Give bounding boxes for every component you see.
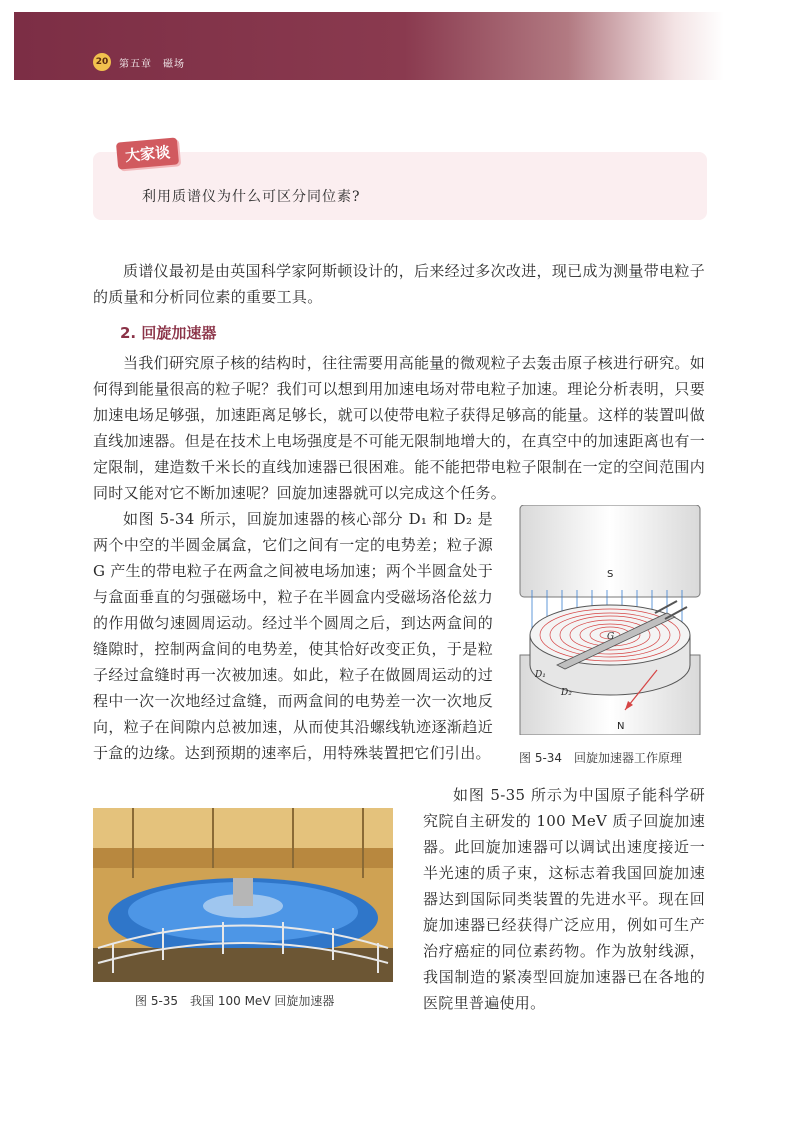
label-s: S [607,569,614,580]
discussion-tag: 大家谈 [116,137,179,169]
magnet-pole-s [520,505,700,597]
paragraph-mass-spectrometer: 质谱仪最初是由英国科学家阿斯顿设计的，后来经过多次改进，现已成为测量带电粒子的质量和分析同位素的重要工具。 [93,262,705,306]
figure-5-34-caption: 图 5-34 回旋加速器工作原理 [519,751,683,765]
paragraph-linear-accelerator: 当我们研究原子核的结构时，往往需要用高能量的微观粒子去轰击原子核进行研究。如何得到能量很高的粒子呢？我们可以想到用加速电场对带电粒子加速。理论分析表明，只要加速电场足够强，加速距离足够长，就可以使带电粒子获得足够高的能量。这样的装置叫做直线加速器。但是在技术上电场强度是不可能无限制地增大的，在真空中的加速距离也有一定限制，建造数千米长的直线加速器已很困难。能不能把带电粒子限制在一定的空间范围内同时又能对它不断加速呢？回旋加速器就可以完成这个任务。 [93,354,706,502]
label-d1: D₁ [535,670,546,680]
figure-5-35-caption: 图 5-35 我国 100 MeV 回旋加速器 [135,994,335,1008]
section-title: 2. 回旋加速器 [120,324,217,342]
chapter-title: 第五章 磁场 [119,59,185,70]
paragraph-cyclotron-principle: 如图 5-34 所示，回旋加速器的核心部分 D₁ 和 D₂ 是两个中空的半圆金属盒，它们之间有一定的电势差；粒子源 G 产生的带电粒子在两盒之间被电场加速；两个半圆盒处于与盒面垂直的匀强磁场中，粒子在半圆盒内受磁场洛伦兹力的作用做匀速圆周运动。经过半个圆周之后，到达两盒间的缝隙时，控制两盒间的电势差，使其恰好改变正负，于是粒子经过盒缝时再一次被加速。如此，粒子在做圆周运动的过程中一次一次地经过盒缝，而两盒间的电势差一次一次地反向，粒子在间隙内总被加速，从而使其沿螺线轨迹逐渐趋近于盒的边缘。达到预期的速率后，用特殊装置把它们引出。 [93,510,493,762]
label-d2: D₂ [561,688,572,698]
page-number-badge: 20 [93,53,111,71]
cyclotron-photo [93,808,393,982]
label-g: G [607,632,615,642]
cyclotron-diagram [517,505,703,735]
discussion-question: 利用质谱仪为什么可区分同位素? [142,189,361,205]
paragraph-china-cyclotron: 如图 5-35 所示为中国原子能科学研究院自主研发的 100 MeV 质子回旋加速器。此回旋加速器可以调试出速度接近一半光速的质子束，这标志着我国回旋加速器达到国际同类装置的先进水平。现在回旋加速器已经获得广泛应用，例如可生产治疗癌症的同位素药物。作为放射线源，我国制造的紧凑型回旋加速器已在各地的医院里普遍使用。 [423,786,705,1012]
label-n: N [617,721,625,732]
